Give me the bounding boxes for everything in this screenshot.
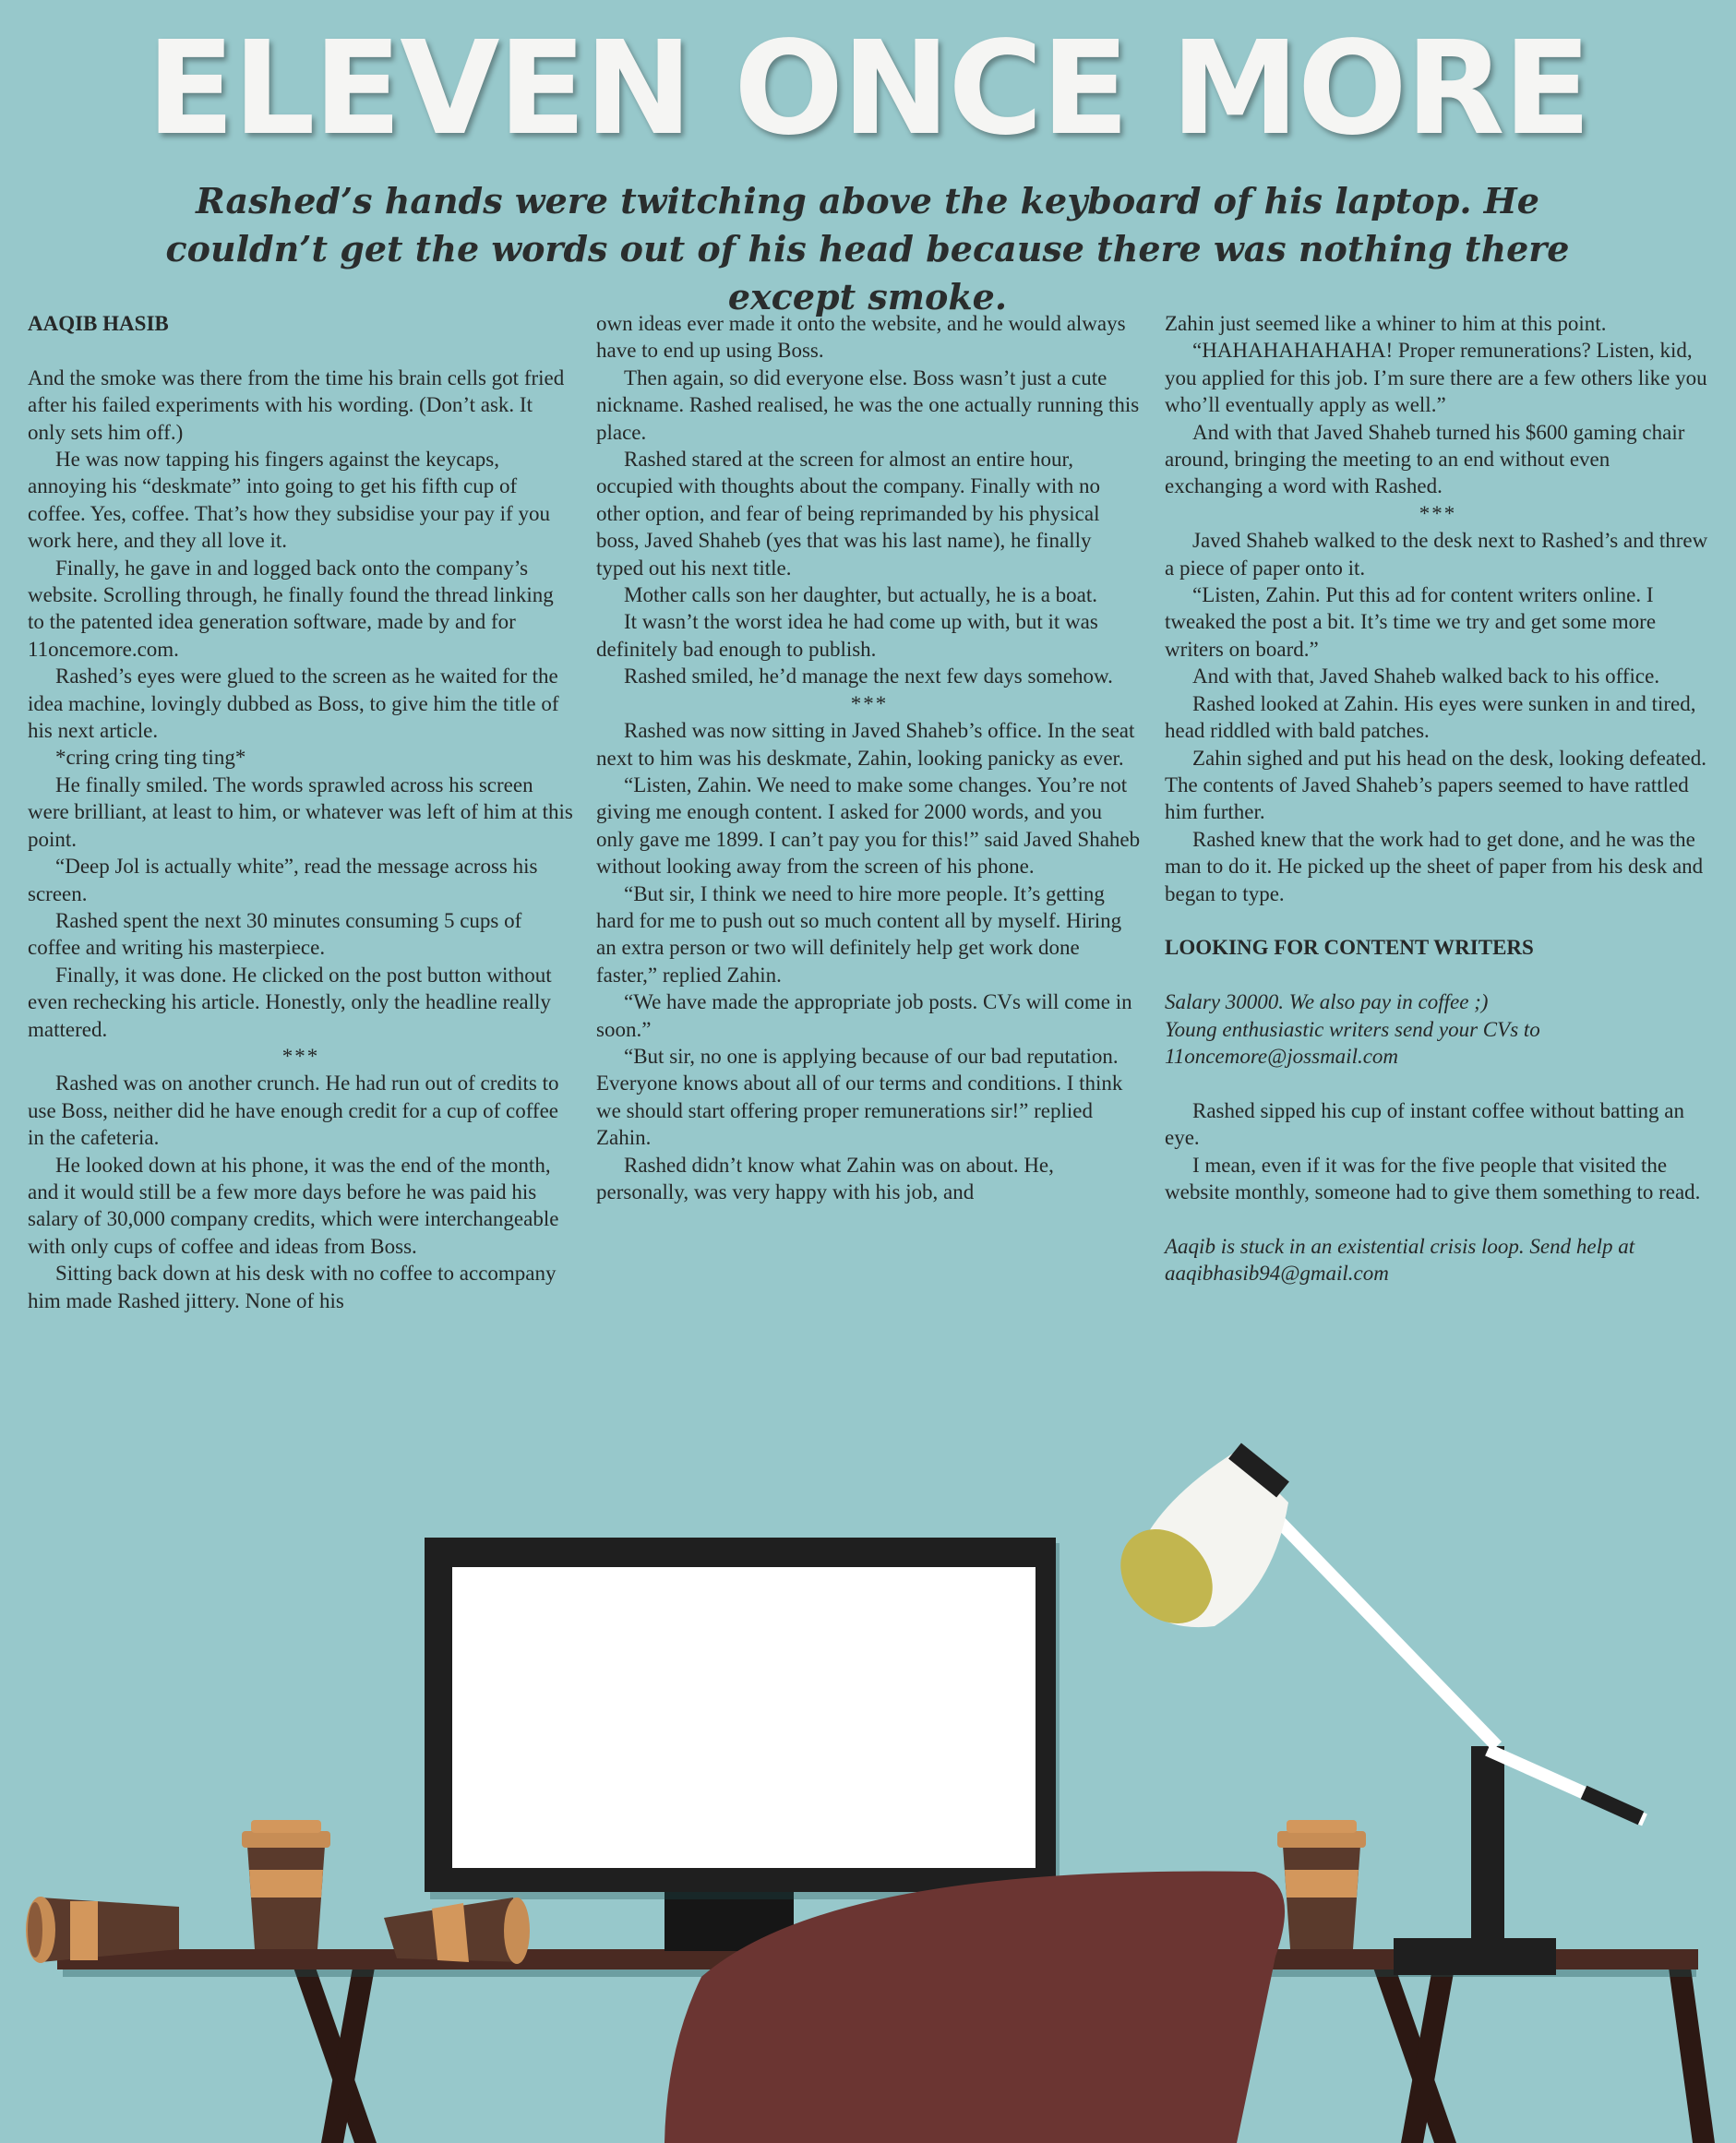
paragraph: Rashed spent the next 30 minutes consuming 5 cups of coffee and writing his masterpiece. (28, 908, 522, 960)
paragraph: Finally, he gave in and logged back onto the company’s website. Scrolling through, he finally found the thread linking to the patented idea generation software, made by and for 11oncemore.com. (28, 556, 554, 661)
paragraph: And with that, Javed Shaheb walked back to his office. (1192, 664, 1660, 688)
section-separator: *** (281, 1044, 320, 1068)
paragraph: Rashed was now sitting in Javed Shaheb’s office. In the seat next to him was his deskmate, Zahin, looking panicky as ever. (596, 719, 1135, 770)
paragraph: “Deep Jol is actually white”, read the message across his screen. (28, 855, 538, 905)
paragraph: *cring cring ting ting* (55, 746, 246, 770)
paragraph: “We have made the appropriate job posts. CVs will come in soon.” (596, 990, 1132, 1041)
paragraph: Zahin just seemed like a whiner to him at this point. (1165, 312, 1607, 335)
paragraph: Rashed sipped his cup of instant coffee without batting an eye. (1165, 1098, 1684, 1150)
paragraph: It wasn’t the worst idea he had come up with, but it was definitely bad enough to publish. (596, 610, 1098, 661)
article-title: ELEVEN ONCE MORE (146, 14, 1590, 164)
paragraph: He was now tapping his fingers against the keycaps, annoying his “deskmate” into going to get his fifth cup of coffee. Yes, coffee. That’s how they subsidise your pay if you work here, and they all love it. (28, 448, 550, 553)
paragraph: Rashed knew that the work had to get done, and he was the man to do it. He picked up the sheet of paper from his desk and began to type. (1165, 827, 1704, 905)
paragraph: He looked down at his phone, it was the end of the month, and it would still be a few more days before he was paid his salary of 30,000 company credits, which were interchangeable with only cups of coffee and ideas from Boss. (28, 1153, 559, 1258)
paragraph: Rashed smiled, he’d manage the next few days somehow. (624, 664, 1113, 688)
office-desk-illustration (0, 1384, 1736, 2143)
byline: AAQIB HASIB (28, 312, 169, 335)
paragraph: Then again, so did everyone else. Boss wasn’t just a cute nickname. Rashed realised, he was the one actually running this place. (596, 365, 1140, 444)
author-note: Aaqib is stuck in an existential crisis loop. Send help at aaqibhasib94@gmail.com (1165, 1234, 1635, 1286)
paragraph: Zahin sighed and put his head on the desk, looking defeated. The contents of Javed Shaheb’s papers seemed to have rattled him further. (1165, 746, 1706, 824)
coffee-cup-icon (1277, 1820, 1366, 1949)
paragraph: “Listen, Zahin. Put this ad for content writers online. I tweaked the post a bit. It’s time we try and get some more writers on board.” (1165, 583, 1657, 661)
article-column-3 (1165, 310, 1711, 1287)
paragraph: Javed Shaheb walked to the desk next to Rashed’s and threw a piece of paper onto it. (1165, 529, 1708, 580)
paragraph: I mean, even if it was for the five people that visited the website monthly, someone had to give them something to read. (1165, 1153, 1701, 1203)
paragraph: own ideas ever made it onto the website, and he would always have to end up using Boss. (596, 312, 1126, 363)
article-dek: Rashed’s hands were twitching above the keyboard of his laptop. He couldn’t get the words out of his head because there was nothing there except smoke. (165, 180, 1570, 317)
section-separator: *** (1419, 501, 1457, 525)
paragraph: “HAHAHAHAHAHA! Proper remunerations? Listen, kid, you applied for this job. I’m sure there are a few others like you who’ll eventually apply as well.” (1165, 339, 1707, 417)
ad-contact-line: Young enthusiastic writers send your CVs to 11oncemore@jossmail.com (1165, 1017, 1540, 1068)
paragraph: “But sir, no one is applying because of our bad reputation. Everyone knows about all of our terms and conditions. I think we should start offering proper remunerations sir!” replied Zahin. (596, 1044, 1123, 1150)
article-column-2 (596, 310, 1143, 1205)
paragraph: Rashed was on another crunch. He had run out of credits to use Boss, neither did he have enough credit for a cup of coffee in the cafeteria. (28, 1072, 559, 1150)
paragraph: Sitting back down at his desk with no coffee to accompany him made Rashed jittery. None of his (28, 1262, 557, 1312)
coffee-cup-icon (384, 1898, 530, 1964)
paragraph: And with that Javed Shaheb turned his $600 gaming chair around, bringing the meeting to an end without even exchanging a word with Rashed. (1165, 420, 1685, 498)
paragraph: Rashed’s eyes were glued to the screen as he waited for the idea machine, lovingly dubbed as Boss, to give him the title of his next article. (28, 664, 559, 743)
coffee-cup-icon (242, 1820, 330, 1949)
paragraph: “Listen, Zahin. We need to make some changes. You’re not giving me enough content. I asked for 2000 words, and you only gave me 1899. I can’t pay you for this!” said Javed Shaheb without looking away from the screen of his phone. (596, 772, 1141, 879)
paragraph: Mother calls son her daughter, but actually, he is a boat. (624, 583, 1098, 607)
article-column-1 (28, 310, 574, 1314)
paragraph: Finally, it was done. He clicked on the post button without even rechecking his article. Honestly, only the headline really mattered. (28, 963, 552, 1041)
ad-salary-line: Salary 30000. We also pay in coffee ;) (1165, 990, 1489, 1014)
paragraph: And the smoke was there from the time his brain cells got fried after his failed experiments with his wording. (Don’t ask. It only sets him off.) (28, 365, 565, 444)
paragraph: Rashed stared at the screen for almost an entire hour, occupied with thoughts about the company. Finally with no other option, and fear of being reprimanded by his physical boss, Javed Shaheb (yes that was his last name), he finally typed out his next title. (596, 448, 1100, 580)
paragraph: Rashed didn’t know what Zahin was on about. He, personally, was very happy with his job, and (596, 1153, 1054, 1203)
paragraph: He finally smiled. The words sprawled across his screen were brilliant, at least to him, or whatever was left of him at this point. (28, 772, 573, 851)
section-separator: *** (850, 691, 889, 715)
ad-heading: LOOKING FOR CONTENT WRITERS (1165, 936, 1534, 960)
paragraph: Rashed looked at Zahin. His eyes were sunken in and tired, head riddled with bald patches. (1165, 691, 1696, 743)
paragraph: “But sir, I think we need to hire more people. It’s getting hard for me to push out so much content all by myself. Hiring an extra person or two will definitely help get work done faster,” replied Zahin. (596, 881, 1122, 987)
